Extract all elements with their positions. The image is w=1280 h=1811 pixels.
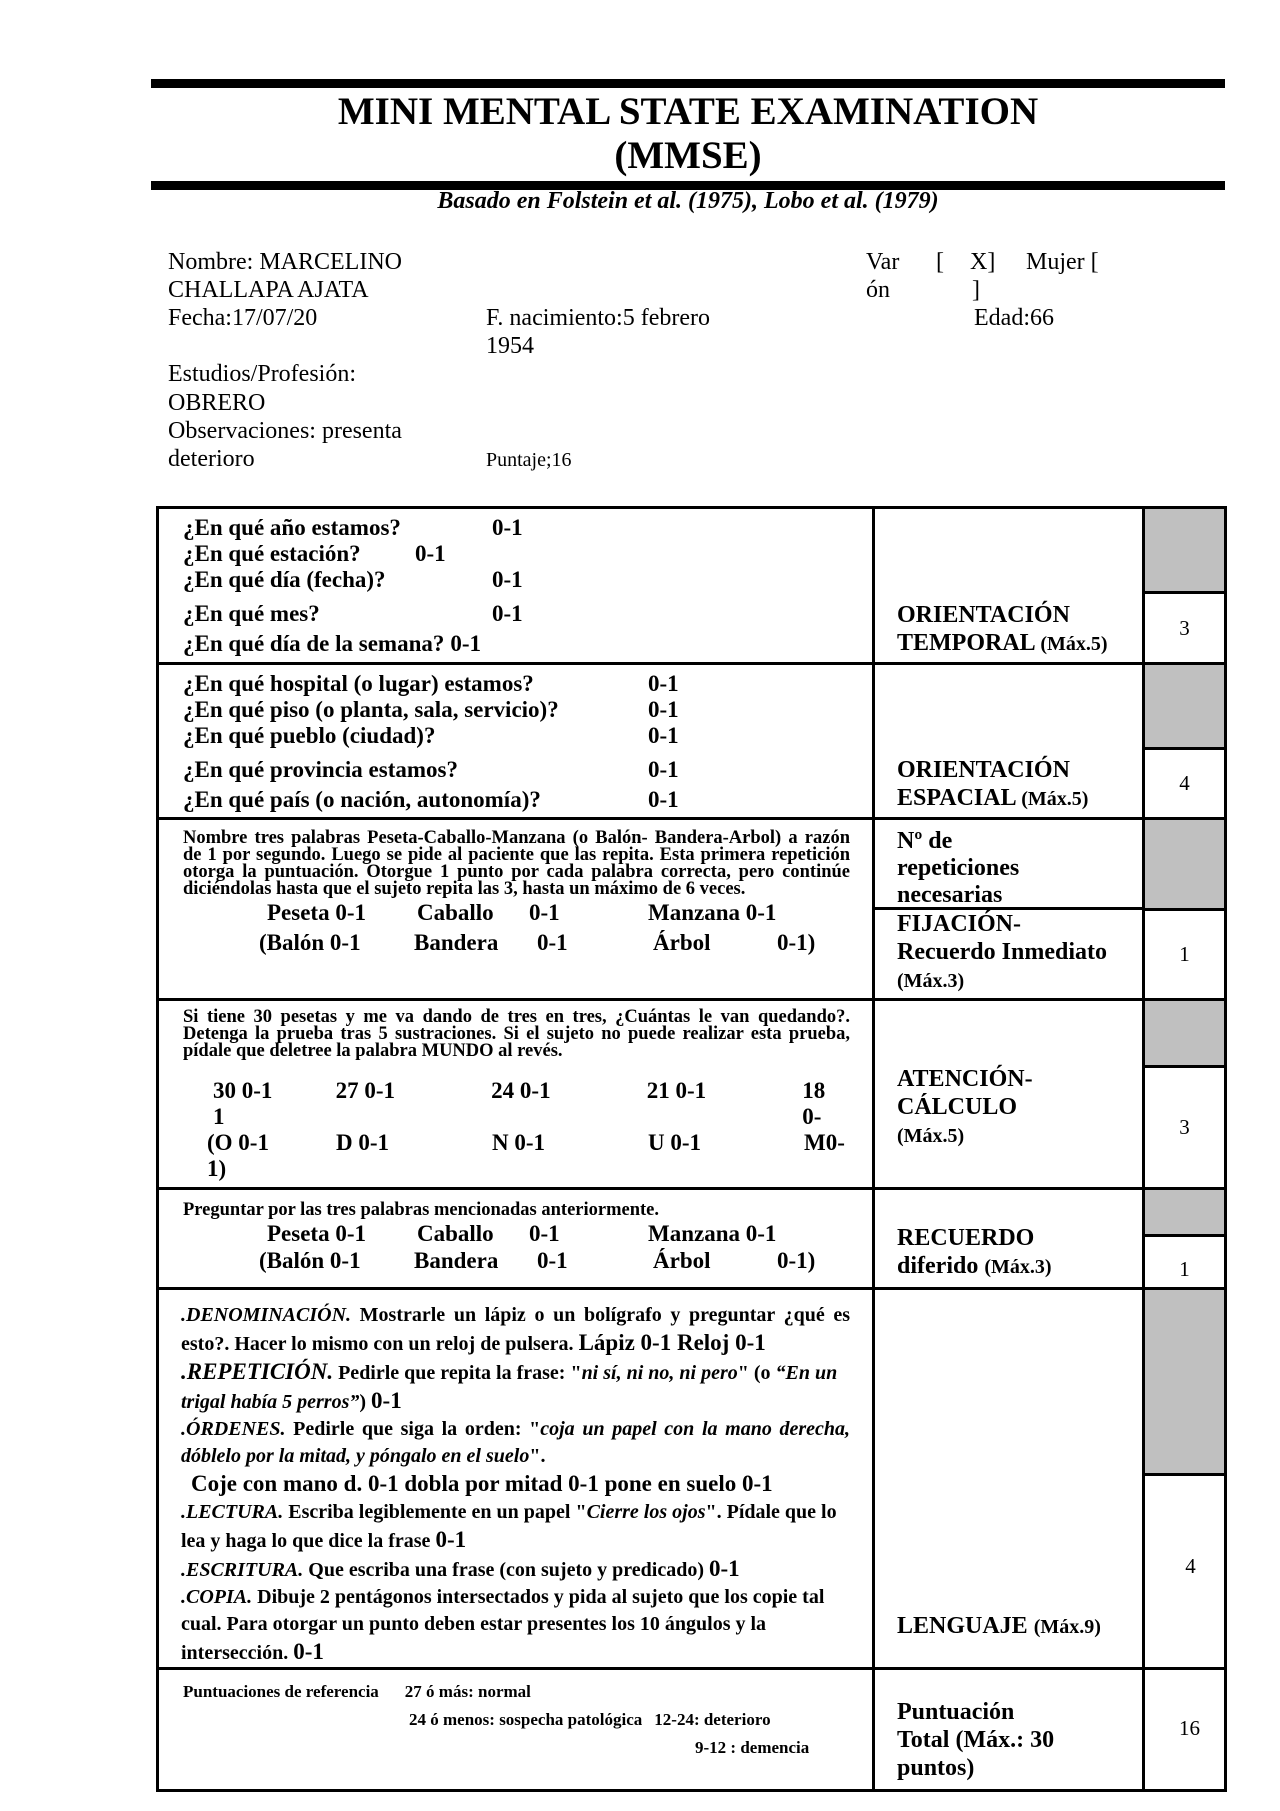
patient-name-cont: CHALLAPA AJATA: [168, 277, 369, 303]
temporal-score: 3: [1145, 591, 1224, 662]
atencion-score-cell: [1144, 1000, 1226, 1189]
temporal-label: ORIENTACIÓN TEMPORAL (Máx.5): [874, 508, 1144, 664]
total-score-note: Puntaje;16: [486, 449, 572, 471]
fijacion-content: Nombre tres palabras Peseta-Caballo-Manzana (o Balón- Bandera-Arbol) a razón de 1 por segundo. Luego se pide al paciente que las repita. Esta primera repetición otorga la puntuación. Otorgue 1 punto por cada palabra correcta, pero continúe diciéndolas hasta que el sujeto repita las 3, hasta un máximo de 6 veces. Peseta 0-1 Caballo 0-1 Manzana 0-1 (Balón 0-1 Bandera 0-1 Árbol 0-1): [158, 819, 874, 1000]
section-temporal: [158, 508, 1226, 664]
total-score-cell: [1144, 1669, 1226, 1791]
birth-date-cont: 1954: [486, 333, 534, 359]
page-title: MINI MENTAL STATE EXAMINATION: [337, 90, 1039, 133]
birth-date: F. nacimiento:5 febrero: [486, 305, 711, 331]
atencion-label: ATENCIÓN- CÁLCULO (Máx.5): [874, 1000, 1144, 1189]
recuerdo-label: RECUERDO diferido (Máx.3): [874, 1189, 1144, 1289]
sex-varon-cont: ón: [866, 277, 890, 303]
studies-label: Estudios/Profesión:: [168, 361, 357, 387]
atencion-content: Si tiene 30 pesetas y me va dando de tres en tres, ¿Cuántas le van quedando?. Detenga la prueba tras 5 sustraciones. Si el sujeto no puede realizar esta prueba, pídale que deletree la palabra MUNDO al revés. 30 0-1 27 0-1 24 0-1 21 0-1 18 0- 1 (O 0-1 D 0-1 N 0-1 U 0-1 M0- 1): [158, 1000, 874, 1189]
atencion-score: 3: [1145, 1065, 1224, 1187]
section-total: [158, 1669, 1226, 1791]
total-label: Puntuación Total (Máx.: 30 puntos): [874, 1669, 1144, 1791]
age: Edad:66: [974, 305, 1054, 331]
section-atencion: [158, 1000, 1226, 1189]
lenguaje-score-cell: [1144, 1289, 1226, 1669]
sex-mujer: Mujer [: [1026, 249, 1099, 275]
recuerdo-content: Preguntar por las tres palabras mencionadas anteriormente. Peseta 0-1 Caballo 0-1 Manzana 0-1 (Balón 0-1 Bandera 0-1 Árbol 0-1): [158, 1189, 874, 1289]
lenguaje-label: LENGUAJE (Máx.9): [874, 1289, 1144, 1669]
observations-cont: deterioro: [168, 446, 255, 472]
recuerdo-score-cell: [1144, 1189, 1226, 1289]
fijacion-score-cell: [1144, 819, 1226, 1000]
studies-value: OBRERO: [168, 390, 266, 416]
sex-mujer-close: ]: [972, 277, 980, 303]
espacial-label: ORIENTACIÓN ESPACIAL (Máx.5): [874, 664, 1144, 819]
lenguaje-score: 4: [1145, 1473, 1224, 1657]
section-espacial: [158, 664, 1226, 819]
section-fijacion: [158, 819, 1226, 1000]
subtitle: Basado en Folstein et al. (1975), Lobo et al. (1979): [437, 188, 939, 214]
observations: Observaciones: presenta: [168, 418, 402, 444]
top-rule: [151, 79, 1225, 88]
sex-box-open: [: [936, 249, 944, 275]
sex-box-checked: X]: [970, 249, 996, 275]
temporal-questions: ¿En qué año estamos? 0-1 ¿En qué estación? 0-1 ¿En qué día (fecha)? 0-1 ¿En qué mes? 0-1 ¿En qué día de la semana? 0-1: [158, 508, 874, 664]
espacial-score-cell: [1144, 664, 1226, 819]
section-recuerdo: [158, 1189, 1226, 1289]
patient-name: Nombre: MARCELINO: [168, 249, 402, 275]
reference-scores: Puntuaciones de referencia 27 ó más: normal 24 ó menos: sospecha patológica 12-24: deterioro 9-12 : demencia: [158, 1669, 874, 1791]
sex-varon: Var: [866, 249, 900, 275]
temporal-score-cell: [1144, 508, 1226, 664]
exam-date: Fecha:17/07/20: [168, 305, 318, 331]
espacial-questions: ¿En qué hospital (o lugar) estamos? 0-1 ¿En qué piso (o planta, sala, servicio)? 0-1 ¿En qué pueblo (ciudad)? 0-1 ¿En qué provincia estamos? 0-1 ¿En qué país (o nación, autonomía)? 0-1: [158, 664, 874, 819]
total-score: 16: [1179, 1715, 1200, 1740]
page-title-abbrev: (MMSE): [614, 134, 762, 177]
fijacion-label: Nº de repeticiones necesarias FIJACIÓN- Recuerdo Inmediato (Máx.3): [874, 819, 1144, 1000]
mmse-table: [156, 506, 1227, 1792]
espacial-score: 4: [1145, 747, 1224, 817]
section-lenguaje: [158, 1289, 1226, 1669]
recuerdo-score: 1: [1145, 1234, 1224, 1284]
fijacion-score: 1: [1145, 908, 1224, 998]
lenguaje-content: .DENOMINACIÓN. Mostrarle un lápiz o un bolígrafo y preguntar ¿qué es esto?. Hacer lo mismo con un reloj de pulsera. Lápiz 0-1 Reloj 0-1 .REPETICIÓN. Pedirle que repita la frase: "ni sí, ni no, ni pero" (o “En un trigal había 5 perros”) 0-1 .ÓRDENES. Pedirle que siga la orden: "coja un papel con la mano derecha, dóblelo por la mitad, y póngalo en el suelo". Coje con mano d. 0-1 dobla por mitad 0-1 pone en suelo 0-1 .LECTURA. Escriba legiblemente en un papel "Cierre los ojos". Pídale que lo lea y haga lo que dice la frase 0-1 .ESCRITURA. Que escriba una frase (con sujeto y predicado) 0-1 .COPIA. Dibuje 2 pentágonos intersectados y pida al sujeto que los copie tal cual. Para otorgar un punto deben estar presentes los 10 ángulos y la intersección. 0-1: [158, 1289, 874, 1669]
